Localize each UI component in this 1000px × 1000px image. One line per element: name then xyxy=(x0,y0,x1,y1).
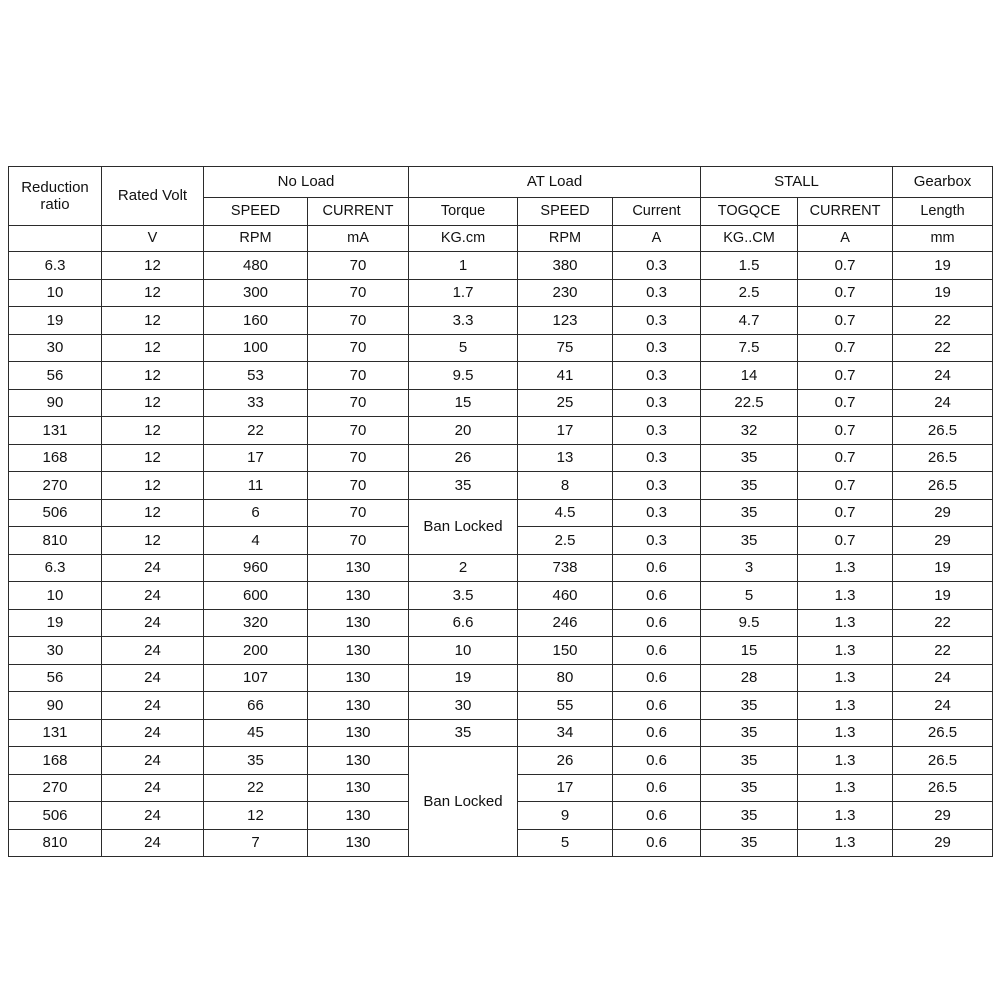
cell-load-current: 0.3 xyxy=(613,334,701,362)
subheader-load-current: Current xyxy=(613,198,701,226)
cell-load-current: 0.6 xyxy=(613,829,701,857)
table-row xyxy=(9,389,993,417)
cell-no-load-speed: 320 xyxy=(204,609,308,637)
unit-gearbox-length: mm xyxy=(893,226,993,252)
cell-reduction-ratio: 810 xyxy=(9,829,102,857)
cell-stall-current: 1.3 xyxy=(798,829,893,857)
table-row xyxy=(9,252,993,280)
cell-gearbox-length: 19 xyxy=(893,252,993,280)
header-no-load: No Load xyxy=(204,167,409,198)
cell-stall-current: 0.7 xyxy=(798,417,893,445)
cell-reduction-ratio: 30 xyxy=(9,334,102,362)
cell-no-load-current: 70 xyxy=(308,334,409,362)
cell-gearbox-length: 24 xyxy=(893,362,993,390)
cell-no-load-current: 130 xyxy=(308,774,409,802)
cell-no-load-speed: 200 xyxy=(204,637,308,665)
cell-rated-volt: 12 xyxy=(102,472,204,500)
cell-load-speed: 123 xyxy=(518,307,613,335)
cell-gearbox-length: 26.5 xyxy=(893,719,993,747)
table-row xyxy=(9,582,993,610)
table-row xyxy=(9,417,993,445)
cell-no-load-speed: 12 xyxy=(204,802,308,830)
cell-load-current: 0.3 xyxy=(613,527,701,555)
cell-load-speed: 13 xyxy=(518,444,613,472)
cell-rated-volt: 12 xyxy=(102,389,204,417)
unit-load-speed: RPM xyxy=(518,226,613,252)
cell-no-load-current: 70 xyxy=(308,499,409,527)
cell-stall-current: 1.3 xyxy=(798,747,893,775)
cell-no-load-speed: 600 xyxy=(204,582,308,610)
cell-gearbox-length: 29 xyxy=(893,499,993,527)
cell-stall-torque: 35 xyxy=(701,692,798,720)
cell-load-speed: 380 xyxy=(518,252,613,280)
cell-gearbox-length: 19 xyxy=(893,279,993,307)
header-gearbox: Gearbox xyxy=(893,167,993,198)
cell-no-load-speed: 6 xyxy=(204,499,308,527)
cell-no-load-current: 70 xyxy=(308,362,409,390)
cell-no-load-current: 130 xyxy=(308,637,409,665)
cell-load-speed: 460 xyxy=(518,582,613,610)
cell-gearbox-length: 22 xyxy=(893,334,993,362)
cell-stall-current: 0.7 xyxy=(798,334,893,362)
cell-rated-volt: 24 xyxy=(102,719,204,747)
cell-no-load-current: 130 xyxy=(308,554,409,582)
cell-load-current: 0.3 xyxy=(613,472,701,500)
cell-load-speed: 26 xyxy=(518,747,613,775)
cell-load-speed: 230 xyxy=(518,279,613,307)
cell-rated-volt: 24 xyxy=(102,747,204,775)
cell-load-current: 0.6 xyxy=(613,664,701,692)
cell-rated-volt: 12 xyxy=(102,527,204,555)
cell-no-load-current: 130 xyxy=(308,609,409,637)
cell-rated-volt: 24 xyxy=(102,802,204,830)
cell-rated-volt: 12 xyxy=(102,444,204,472)
cell-load-current: 0.3 xyxy=(613,389,701,417)
table-row xyxy=(9,692,993,720)
cell-rated-volt: 24 xyxy=(102,829,204,857)
cell-no-load-speed: 53 xyxy=(204,362,308,390)
cell-no-load-speed: 7 xyxy=(204,829,308,857)
cell-load-current: 0.6 xyxy=(613,554,701,582)
cell-gearbox-length: 22 xyxy=(893,609,993,637)
cell-load-current: 0.6 xyxy=(613,774,701,802)
cell-load-speed: 75 xyxy=(518,334,613,362)
cell-rated-volt: 24 xyxy=(102,609,204,637)
cell-no-load-current: 130 xyxy=(308,664,409,692)
header-reduction-ratio: Reduction ratio xyxy=(9,167,102,226)
cell-stall-torque: 14 xyxy=(701,362,798,390)
cell-no-load-current: 130 xyxy=(308,582,409,610)
cell-load-speed: 5 xyxy=(518,829,613,857)
table-row xyxy=(9,444,993,472)
cell-load-torque: 19 xyxy=(409,664,518,692)
cell-no-load-current: 70 xyxy=(308,472,409,500)
cell-load-current: 0.6 xyxy=(613,692,701,720)
cell-stall-torque: 35 xyxy=(701,719,798,747)
table-header xyxy=(9,167,993,252)
cell-load-speed: 9 xyxy=(518,802,613,830)
cell-reduction-ratio: 506 xyxy=(9,802,102,830)
cell-load-current: 0.6 xyxy=(613,747,701,775)
cell-no-load-current: 70 xyxy=(308,527,409,555)
subheader-gearbox-length: Length xyxy=(893,198,993,226)
cell-stall-current: 1.3 xyxy=(798,637,893,665)
cell-stall-torque: 35 xyxy=(701,444,798,472)
cell-stall-torque: 4.7 xyxy=(701,307,798,335)
cell-no-load-speed: 22 xyxy=(204,774,308,802)
cell-no-load-current: 130 xyxy=(308,802,409,830)
cell-reduction-ratio: 131 xyxy=(9,719,102,747)
cell-reduction-ratio: 6.3 xyxy=(9,554,102,582)
cell-load-current: 0.3 xyxy=(613,362,701,390)
cell-reduction-ratio: 30 xyxy=(9,637,102,665)
cell-gearbox-length: 22 xyxy=(893,637,993,665)
table-row xyxy=(9,609,993,637)
cell-stall-current: 0.7 xyxy=(798,307,893,335)
table-row xyxy=(9,747,993,775)
cell-rated-volt: 24 xyxy=(102,554,204,582)
cell-stall-current: 0.7 xyxy=(798,472,893,500)
cell-reduction-ratio: 10 xyxy=(9,582,102,610)
cell-rated-volt: 12 xyxy=(102,279,204,307)
cell-no-load-current: 70 xyxy=(308,307,409,335)
cell-load-current: 0.3 xyxy=(613,499,701,527)
cell-no-load-speed: 300 xyxy=(204,279,308,307)
cell-load-torque: 2 xyxy=(409,554,518,582)
cell-load-current: 0.3 xyxy=(613,417,701,445)
cell-load-torque: 1.7 xyxy=(409,279,518,307)
cell-load-speed: 41 xyxy=(518,362,613,390)
cell-load-current: 0.6 xyxy=(613,802,701,830)
motor-spec-table-container xyxy=(8,166,992,857)
cell-no-load-speed: 480 xyxy=(204,252,308,280)
cell-gearbox-length: 26.5 xyxy=(893,747,993,775)
subheader-load-torque: Torque xyxy=(409,198,518,226)
cell-gearbox-length: 29 xyxy=(893,829,993,857)
cell-stall-torque: 28 xyxy=(701,664,798,692)
cell-load-speed: 246 xyxy=(518,609,613,637)
cell-rated-volt: 12 xyxy=(102,417,204,445)
table-row xyxy=(9,499,993,527)
table-row xyxy=(9,719,993,747)
cell-stall-current: 0.7 xyxy=(798,362,893,390)
unit-load-current: A xyxy=(613,226,701,252)
cell-reduction-ratio: 168 xyxy=(9,747,102,775)
cell-stall-torque: 5 xyxy=(701,582,798,610)
cell-reduction-ratio: 270 xyxy=(9,472,102,500)
cell-no-load-speed: 45 xyxy=(204,719,308,747)
cell-reduction-ratio: 19 xyxy=(9,609,102,637)
cell-load-torque-ban-locked: Ban Locked xyxy=(409,499,518,554)
cell-stall-torque: 35 xyxy=(701,472,798,500)
cell-reduction-ratio: 168 xyxy=(9,444,102,472)
cell-load-speed: 25 xyxy=(518,389,613,417)
cell-reduction-ratio: 19 xyxy=(9,307,102,335)
cell-no-load-current: 70 xyxy=(308,389,409,417)
cell-load-torque: 1 xyxy=(409,252,518,280)
table-row xyxy=(9,279,993,307)
cell-load-speed: 55 xyxy=(518,692,613,720)
table-row xyxy=(9,664,993,692)
unit-no-load-current: mA xyxy=(308,226,409,252)
cell-gearbox-length: 26.5 xyxy=(893,444,993,472)
subheader-stall-torque: TOGQCE xyxy=(701,198,798,226)
cell-no-load-speed: 33 xyxy=(204,389,308,417)
table-row xyxy=(9,334,993,362)
cell-stall-current: 1.3 xyxy=(798,719,893,747)
cell-gearbox-length: 29 xyxy=(893,527,993,555)
cell-load-torque: 20 xyxy=(409,417,518,445)
motor-spec-table xyxy=(8,166,993,857)
header-stall: STALL xyxy=(701,167,893,198)
cell-no-load-current: 70 xyxy=(308,417,409,445)
unit-no-load-speed: RPM xyxy=(204,226,308,252)
cell-rated-volt: 24 xyxy=(102,664,204,692)
cell-no-load-speed: 66 xyxy=(204,692,308,720)
cell-gearbox-length: 24 xyxy=(893,692,993,720)
cell-reduction-ratio: 10 xyxy=(9,279,102,307)
cell-no-load-current: 70 xyxy=(308,252,409,280)
cell-load-torque: 9.5 xyxy=(409,362,518,390)
cell-load-current: 0.6 xyxy=(613,582,701,610)
cell-stall-current: 1.3 xyxy=(798,774,893,802)
cell-no-load-current: 130 xyxy=(308,829,409,857)
cell-load-current: 0.6 xyxy=(613,719,701,747)
cell-reduction-ratio: 56 xyxy=(9,664,102,692)
cell-load-speed: 17 xyxy=(518,774,613,802)
subheader-stall-current: CURRENT xyxy=(798,198,893,226)
cell-gearbox-length: 22 xyxy=(893,307,993,335)
cell-reduction-ratio: 270 xyxy=(9,774,102,802)
table-row xyxy=(9,307,993,335)
cell-load-speed: 4.5 xyxy=(518,499,613,527)
unit-stall-torque: KG..CM xyxy=(701,226,798,252)
cell-gearbox-length: 24 xyxy=(893,389,993,417)
cell-reduction-ratio: 131 xyxy=(9,417,102,445)
cell-reduction-ratio: 56 xyxy=(9,362,102,390)
cell-stall-torque: 35 xyxy=(701,527,798,555)
cell-load-torque: 5 xyxy=(409,334,518,362)
cell-no-load-speed: 107 xyxy=(204,664,308,692)
cell-stall-current: 0.7 xyxy=(798,499,893,527)
cell-load-torque: 3.5 xyxy=(409,582,518,610)
cell-gearbox-length: 26.5 xyxy=(893,472,993,500)
table-row xyxy=(9,637,993,665)
cell-load-torque: 35 xyxy=(409,719,518,747)
cell-load-torque: 30 xyxy=(409,692,518,720)
units-row xyxy=(9,226,993,252)
header-rated-volt: Rated Volt xyxy=(102,167,204,226)
cell-stall-current: 1.3 xyxy=(798,582,893,610)
cell-no-load-speed: 160 xyxy=(204,307,308,335)
table-row xyxy=(9,472,993,500)
table-row xyxy=(9,554,993,582)
cell-gearbox-length: 29 xyxy=(893,802,993,830)
cell-stall-current: 1.3 xyxy=(798,692,893,720)
cell-stall-current: 0.7 xyxy=(798,527,893,555)
cell-rated-volt: 12 xyxy=(102,334,204,362)
subheader-no-load-speed: SPEED xyxy=(204,198,308,226)
subheader-load-speed: SPEED xyxy=(518,198,613,226)
cell-no-load-current: 70 xyxy=(308,279,409,307)
cell-load-speed: 80 xyxy=(518,664,613,692)
table-row xyxy=(9,362,993,390)
cell-stall-torque: 2.5 xyxy=(701,279,798,307)
cell-stall-torque: 22.5 xyxy=(701,389,798,417)
cell-rated-volt: 24 xyxy=(102,692,204,720)
cell-reduction-ratio: 810 xyxy=(9,527,102,555)
cell-stall-torque: 1.5 xyxy=(701,252,798,280)
cell-no-load-speed: 100 xyxy=(204,334,308,362)
cell-stall-torque: 3 xyxy=(701,554,798,582)
cell-load-torque: 10 xyxy=(409,637,518,665)
cell-stall-torque: 7.5 xyxy=(701,334,798,362)
cell-no-load-speed: 960 xyxy=(204,554,308,582)
cell-reduction-ratio: 90 xyxy=(9,389,102,417)
cell-load-torque: 26 xyxy=(409,444,518,472)
cell-stall-current: 1.3 xyxy=(798,609,893,637)
cell-stall-current: 0.7 xyxy=(798,252,893,280)
unit-rated-volt: V xyxy=(102,226,204,252)
cell-load-torque-ban-locked: Ban Locked xyxy=(409,747,518,857)
cell-load-torque: 6.6 xyxy=(409,609,518,637)
cell-load-current: 0.3 xyxy=(613,279,701,307)
cell-rated-volt: 12 xyxy=(102,362,204,390)
cell-load-speed: 2.5 xyxy=(518,527,613,555)
cell-load-speed: 150 xyxy=(518,637,613,665)
cell-stall-current: 0.7 xyxy=(798,279,893,307)
cell-stall-current: 1.3 xyxy=(798,664,893,692)
cell-reduction-ratio: 6.3 xyxy=(9,252,102,280)
cell-rated-volt: 24 xyxy=(102,774,204,802)
cell-load-speed: 34 xyxy=(518,719,613,747)
cell-reduction-ratio: 506 xyxy=(9,499,102,527)
cell-no-load-speed: 17 xyxy=(204,444,308,472)
cell-stall-torque: 35 xyxy=(701,747,798,775)
cell-rated-volt: 12 xyxy=(102,499,204,527)
cell-gearbox-length: 24 xyxy=(893,664,993,692)
cell-load-current: 0.6 xyxy=(613,609,701,637)
table-body xyxy=(9,252,993,857)
cell-stall-torque: 35 xyxy=(701,829,798,857)
cell-stall-torque: 35 xyxy=(701,802,798,830)
unit-reduction-ratio xyxy=(9,226,102,252)
cell-rated-volt: 12 xyxy=(102,307,204,335)
cell-load-torque: 35 xyxy=(409,472,518,500)
cell-stall-current: 0.7 xyxy=(798,444,893,472)
cell-gearbox-length: 19 xyxy=(893,554,993,582)
cell-gearbox-length: 26.5 xyxy=(893,417,993,445)
cell-load-torque: 3.3 xyxy=(409,307,518,335)
cell-stall-torque: 35 xyxy=(701,774,798,802)
cell-reduction-ratio: 90 xyxy=(9,692,102,720)
group-header-row xyxy=(9,167,993,198)
cell-load-torque: 15 xyxy=(409,389,518,417)
unit-load-torque: KG.cm xyxy=(409,226,518,252)
cell-no-load-speed: 11 xyxy=(204,472,308,500)
header-at-load: AT Load xyxy=(409,167,701,198)
cell-no-load-current: 130 xyxy=(308,719,409,747)
cell-load-current: 0.3 xyxy=(613,252,701,280)
cell-stall-torque: 15 xyxy=(701,637,798,665)
unit-stall-current: A xyxy=(798,226,893,252)
cell-rated-volt: 24 xyxy=(102,637,204,665)
cell-gearbox-length: 26.5 xyxy=(893,774,993,802)
cell-rated-volt: 24 xyxy=(102,582,204,610)
cell-stall-current: 1.3 xyxy=(798,802,893,830)
cell-no-load-current: 70 xyxy=(308,444,409,472)
cell-load-current: 0.3 xyxy=(613,444,701,472)
cell-load-speed: 17 xyxy=(518,417,613,445)
cell-load-current: 0.3 xyxy=(613,307,701,335)
cell-no-load-current: 130 xyxy=(308,747,409,775)
cell-stall-current: 0.7 xyxy=(798,389,893,417)
cell-rated-volt: 12 xyxy=(102,252,204,280)
cell-stall-current: 1.3 xyxy=(798,554,893,582)
cell-gearbox-length: 19 xyxy=(893,582,993,610)
cell-load-current: 0.6 xyxy=(613,637,701,665)
subheader-no-load-current: CURRENT xyxy=(308,198,409,226)
cell-no-load-speed: 4 xyxy=(204,527,308,555)
cell-load-speed: 8 xyxy=(518,472,613,500)
cell-stall-torque: 9.5 xyxy=(701,609,798,637)
cell-no-load-current: 130 xyxy=(308,692,409,720)
cell-no-load-speed: 35 xyxy=(204,747,308,775)
cell-stall-torque: 35 xyxy=(701,499,798,527)
cell-stall-torque: 32 xyxy=(701,417,798,445)
cell-load-speed: 738 xyxy=(518,554,613,582)
cell-no-load-speed: 22 xyxy=(204,417,308,445)
